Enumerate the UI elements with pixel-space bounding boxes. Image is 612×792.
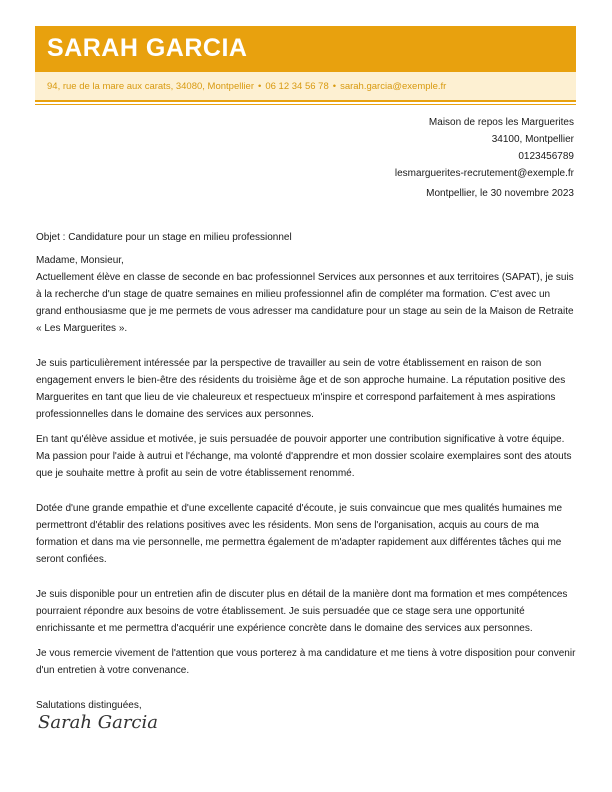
letter-closing: Salutations distinguées, <box>36 700 142 711</box>
recipient-email: lesmarguerites-recrutement@exemple.fr <box>394 168 574 179</box>
recipient-phone: 0123456789 <box>518 151 574 162</box>
contact-line <box>47 81 446 92</box>
letter-paragraph: Je vous remercie vivement de l'attention que vous porterez à ma candidature et me tiens à votre disposition pour convenir d'un entretien à votre convenance. <box>36 648 576 676</box>
contact-email: sarah.garcia@exemple.fr <box>340 81 447 92</box>
letter-body <box>36 229 576 714</box>
letter-paragraph: En tant qu'élève assidue et motivée, je suis persuadée de pouvoir apporter une contribution significative à votre équipe. Ma passion pour l'aide à autrui et l'échange, ma volonté d'apprendre et mon dossier scolaire exemplaires sont des atouts que je souhaite mettre à profit au sein de votre établissement renommé. <box>36 434 572 479</box>
letter-paragraph: Je suis disponible pour un entretien afin de discuter plus en détail de la manière dont ma formation et mes compétences pourraient répondre aux besoins de votre établissement. Je suis persuadée que ce stage sera une opportunité enrichissante et me permettra d'acquérir une expérience concrète dans le domaine des services aux personnes. <box>36 589 568 634</box>
contact-address: 94, rue de la mare aux carats, 34080, Montpellier <box>47 81 255 92</box>
handwritten-signature: Sarah Garcia <box>38 712 158 733</box>
recipient-block <box>395 114 574 182</box>
header-band <box>35 26 576 72</box>
contact-phone: 06 12 34 56 78 <box>265 81 329 92</box>
letter-subject: Objet : Candidature pour un stage en milieu professionnel <box>36 232 292 243</box>
recipient-name: Maison de repos les Marguerites <box>428 117 574 128</box>
letter-paragraph: Je suis particulièrement intéressée par la perspective de travailler au sein de votre établissement en raison de son engagement envers le bien-être des résidents du troisième âge et de son approche humaine. La réputation positive des Marguerites en tant que lieu de vie chaleureux et respectueux m'inspire et correspond parfaitement à mes aspirations professionnelles dans le domaine des services aux personnes. <box>36 358 566 420</box>
letter-paragraph: Actuellement élève en classe de seconde en bac professionnel Services aux personnes et aux territoires (SAPAT), je suis à la recherche d'un stage de quatre semaines en milieu professionnel afin de compléter ma formation. C'est avec un grand enthousiasme que je me permets de vous adresser ma candidature pour un stage au sein de la Maison de Retraite « Les Marguerites ». <box>36 272 574 334</box>
contact-separator: • <box>332 81 337 92</box>
contact-separator: • <box>258 81 262 92</box>
contact-band <box>35 72 576 100</box>
header-rule-thick <box>35 100 576 102</box>
applicant-name: SARAH GARCIA <box>47 34 248 62</box>
letter-paragraph: Dotée d'une grande empathie et d'une excellente capacité d'écoute, je suis convaincue que mes qualités humaines me permettront d'établir des relations positives avec les résidents. Mon sens de l'organisation, acquis au cours de ma formation et dans ma vie personnelle, me permettra également de m'adapter rapidement aux différentes tâches qui me seront confiées. <box>36 503 563 565</box>
header-rule-thin <box>35 104 576 105</box>
letter-greeting: Madame, Monsieur, <box>36 255 124 266</box>
letter-date: Montpellier, le 30 novembre 2023 <box>426 188 574 199</box>
recipient-city: 34100, Montpellier <box>491 134 574 145</box>
